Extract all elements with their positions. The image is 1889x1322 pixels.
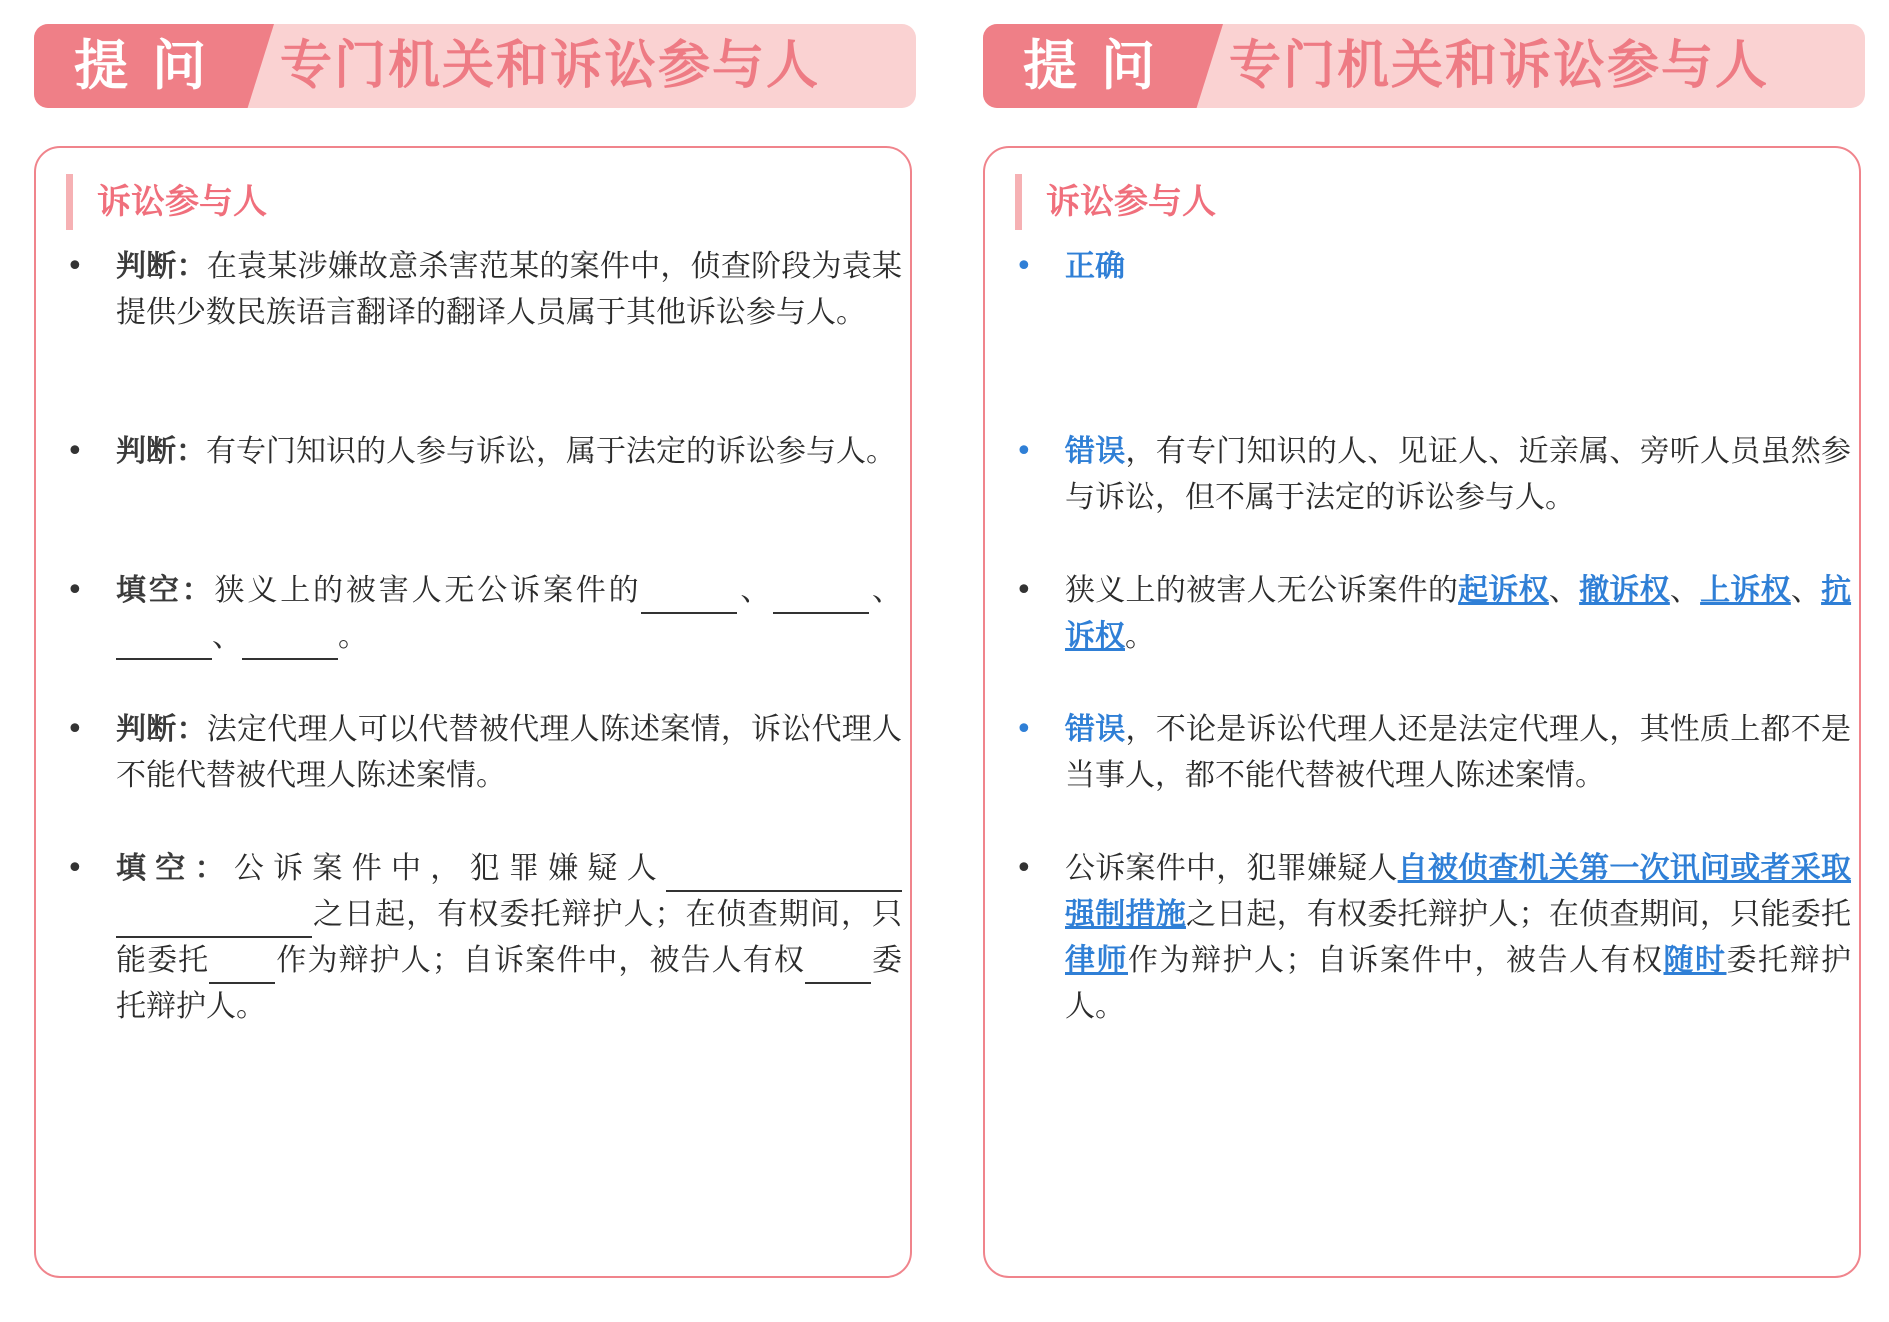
blank [116,624,212,660]
answer-text: ，不论是诉讼代理人还是法定代理人，其性质上都不是当事人，都不能代替被代理人陈述案情。 [1065,712,1852,793]
header-title: 专门机关和诉讼参与人 [280,36,821,96]
blank [641,578,737,614]
answer-keyword: 律师 [1065,943,1128,978]
blank [209,948,275,984]
question-text: 在袁某涉嫌故意杀害范某的案件中，侦查阶段为袁某提供少数民族语言翻译的翻译人员属于其他诉讼参与人。 [116,249,903,330]
question-text: 狭义上的被害人无公诉案件的 [214,573,642,608]
answer-header [983,24,1865,108]
header-tag: 提问 [74,34,230,97]
answer-item-2 [1015,429,1851,521]
question-item-5: • 填空：公诉案件中，犯罪嫌疑人之日起，有权委托辩护人；在侦查期间，只能委托 作为辩护人；自诉案件中，被告人有权 委托辩护人。 [66,846,902,1030]
blank [116,902,312,938]
bullet-icon: • [1015,249,1033,284]
question-item-1 [66,244,902,336]
section-title: 诉讼参与人 [66,174,267,230]
answer-keyword: 随时 [1663,943,1727,978]
question-header [34,24,916,108]
answer-item-3: • 狭义上的被害人无公诉案件的起诉权、撤诉权、上诉权、抗诉权。 [1015,568,1851,660]
blank [805,948,871,984]
question-type: 填空： [116,573,215,608]
bullet-icon: • [1015,573,1033,608]
header-tag: 提问 [1023,34,1179,97]
question-panel [34,0,924,1322]
question-type: 判断： [116,712,207,747]
question-text: 法定代理人可以代替被代理人陈述案情，诉讼代理人不能代替被代理人陈述案情。 [116,712,903,793]
question-card [34,146,912,1278]
question-type: 填空： [116,851,234,886]
answer-item-1 [1015,244,1851,290]
answer-keyword: 起诉权 [1458,573,1549,608]
answer-card [983,146,1861,1278]
answer-keyword: 抗诉权 [1065,573,1852,654]
bullet-icon: • [1015,851,1033,886]
bullet-icon: • [66,851,84,886]
bullet-icon: • [66,434,84,469]
bullet-icon: • [1015,712,1033,747]
bullet-icon: • [66,249,84,284]
answer-keyword: 上诉权 [1700,573,1791,608]
bullet-icon: • [66,573,84,608]
question-item-2 [66,429,902,475]
blank [666,856,902,892]
answer-item-5: • 公诉案件中，犯罪嫌疑人自被侦查机关第一次讯问或者采取强制措施之日起，有权委托辩护人；在侦查期间，只能委托律师作为辩护人；自诉案件中，被告人有权随时委托辩护人。 [1015,846,1851,1030]
bullet-icon: • [66,712,84,747]
blank [242,624,338,660]
answer-keyword: 自被侦查机关第一次讯问或者采取强制措施 [1065,851,1852,932]
answer-text: ，有专门知识的人、见证人、近亲属、旁听人员虽然参与诉讼，但不属于法定的诉讼参与人。 [1065,434,1852,515]
bullet-icon: • [1015,434,1033,469]
answer-panel [983,0,1873,1322]
answer-keyword: 撤诉权 [1579,573,1670,608]
section-title: 诉讼参与人 [1015,174,1216,230]
question-type: 判断： [116,249,207,284]
question-item-4 [66,707,902,799]
answer-verdict: 错误 [1065,712,1126,747]
answer-item-4 [1015,707,1851,799]
question-type: 判断： [116,434,206,469]
answer-verdict: 错误 [1065,434,1126,469]
question-item-3: • 填空：狭义上的被害人无公诉案件的 、 、、 。 [66,568,902,660]
header-title: 专门机关和诉讼参与人 [1229,36,1770,96]
question-text: 有专门知识的人参与诉讼，属于法定的诉讼参与人。 [206,434,896,469]
blank [773,578,869,614]
answer-verdict: 正确 [1065,249,1125,284]
